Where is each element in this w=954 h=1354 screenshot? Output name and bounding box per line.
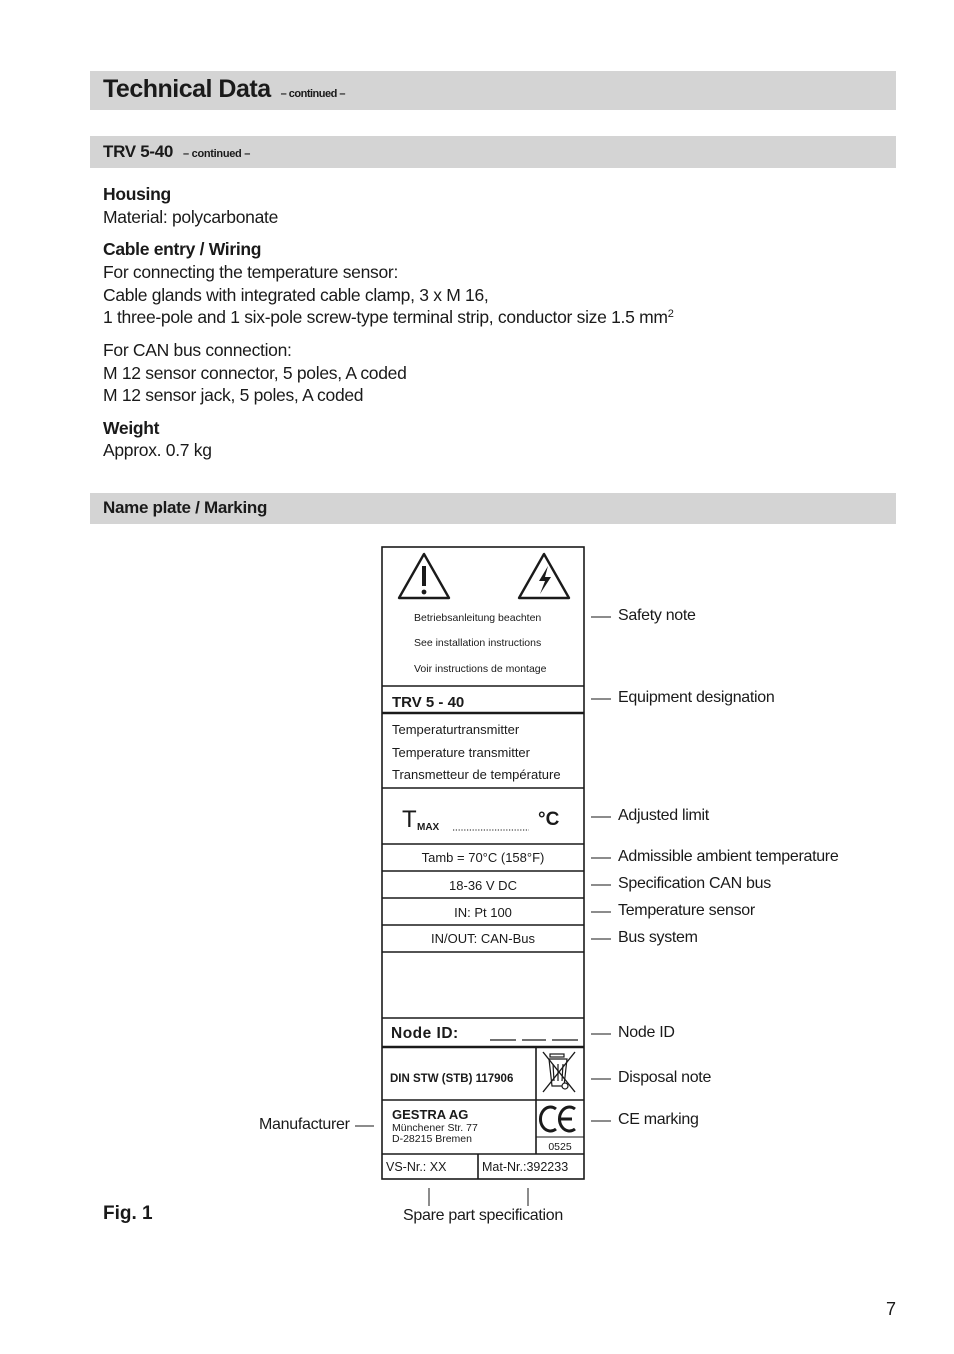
vs-number: VS-Nr.: XX (386, 1160, 447, 1174)
bus-value: IN/OUT: CAN-Bus (430, 931, 536, 946)
ce-notified-body: 0525 (548, 1141, 572, 1153)
weight-value: Approx. 0.7 kg (103, 440, 212, 460)
callout-adjusted-limit: Adjusted limit (618, 807, 709, 824)
callout-node-id: Node ID (618, 1024, 675, 1041)
callout-spare-part: Spare part specification (403, 1207, 564, 1224)
manufacturer-name: GESTRA AG (392, 1107, 469, 1122)
cable-line: M 12 sensor jack, 5 poles, A coded (103, 385, 364, 405)
housing-heading: Housing (103, 184, 171, 204)
cable-line: For connecting the temperature sensor: (103, 262, 399, 282)
callout-temp-sensor: Temperature sensor (618, 902, 755, 919)
cable-line: 1 three-pole and 1 six-pole screw-type terminal strip, conductor size 1.5 $mm^2$ (103, 307, 674, 327)
continued-note: – continued – (183, 148, 251, 160)
callout-ce-marking: CE marking (618, 1111, 699, 1128)
safety-text-de: Betriebsanleitung beachten (414, 612, 542, 624)
callout-can-spec: Specification CAN bus (618, 875, 771, 892)
callout-disposal: Disposal note (618, 1069, 712, 1086)
din-number: DIN STW (STB) 117906 (390, 1073, 514, 1085)
figure-label: Fig. 1 (103, 1203, 153, 1224)
voltage-value: 18-36 V DC (449, 878, 517, 893)
page-title: Technical Data – continued – (103, 75, 346, 103)
manufacturer-city: D-28215 Bremen (392, 1133, 472, 1145)
cable-line: Cable glands with integrated cable clamp, 3 x M 16, (103, 285, 489, 305)
description-en: Temperature transmitter (392, 745, 530, 760)
node-id-label: Node ID: (391, 1025, 459, 1042)
tmax-unit: °C (538, 809, 560, 830)
nameplate-title: Name plate / Marking (103, 498, 268, 517)
manufacturer-street: Münchener Str. 77 (392, 1122, 478, 1134)
tamb-value: Tamb = 70°C (158°F) (421, 850, 545, 865)
input-value: IN: Pt 100 (454, 905, 512, 920)
callout-manufacturer: Manufacturer (259, 1116, 350, 1133)
description-de: Temperaturtransmitter (392, 722, 520, 737)
equipment-designation: TRV 5 - 40 (392, 694, 465, 711)
cable-line: M 12 sensor connector, 5 poles, A coded (103, 363, 407, 383)
callout-safety-note: Safety note (618, 607, 696, 624)
safety-text-en: See installation instructions (414, 637, 542, 649)
weight-heading: Weight (103, 418, 160, 438)
callout-bus-system: Bus system (618, 929, 698, 946)
cable-heading: Cable entry / Wiring (103, 239, 262, 259)
continued-note: – continued – (280, 88, 346, 100)
description-fr: Transmetteur de température (392, 767, 561, 782)
tmax-symbol: T (402, 806, 417, 833)
callout-ambient-temp: Admissible ambient temperature (618, 848, 839, 865)
callout-equipment-designation: Equipment designation (618, 689, 775, 706)
material-number: Mat-Nr.:392233 (482, 1160, 569, 1174)
cable-line: For CAN bus connection: (103, 340, 292, 360)
page-number: 7 (885, 1299, 896, 1319)
tmax-subscript: MAX (417, 822, 440, 833)
subsection-title: TRV 5-40 – continued – (103, 142, 251, 161)
housing-material: Material: polycarbonate (103, 207, 279, 227)
safety-text-fr: Voir instructions de montage (414, 663, 547, 675)
